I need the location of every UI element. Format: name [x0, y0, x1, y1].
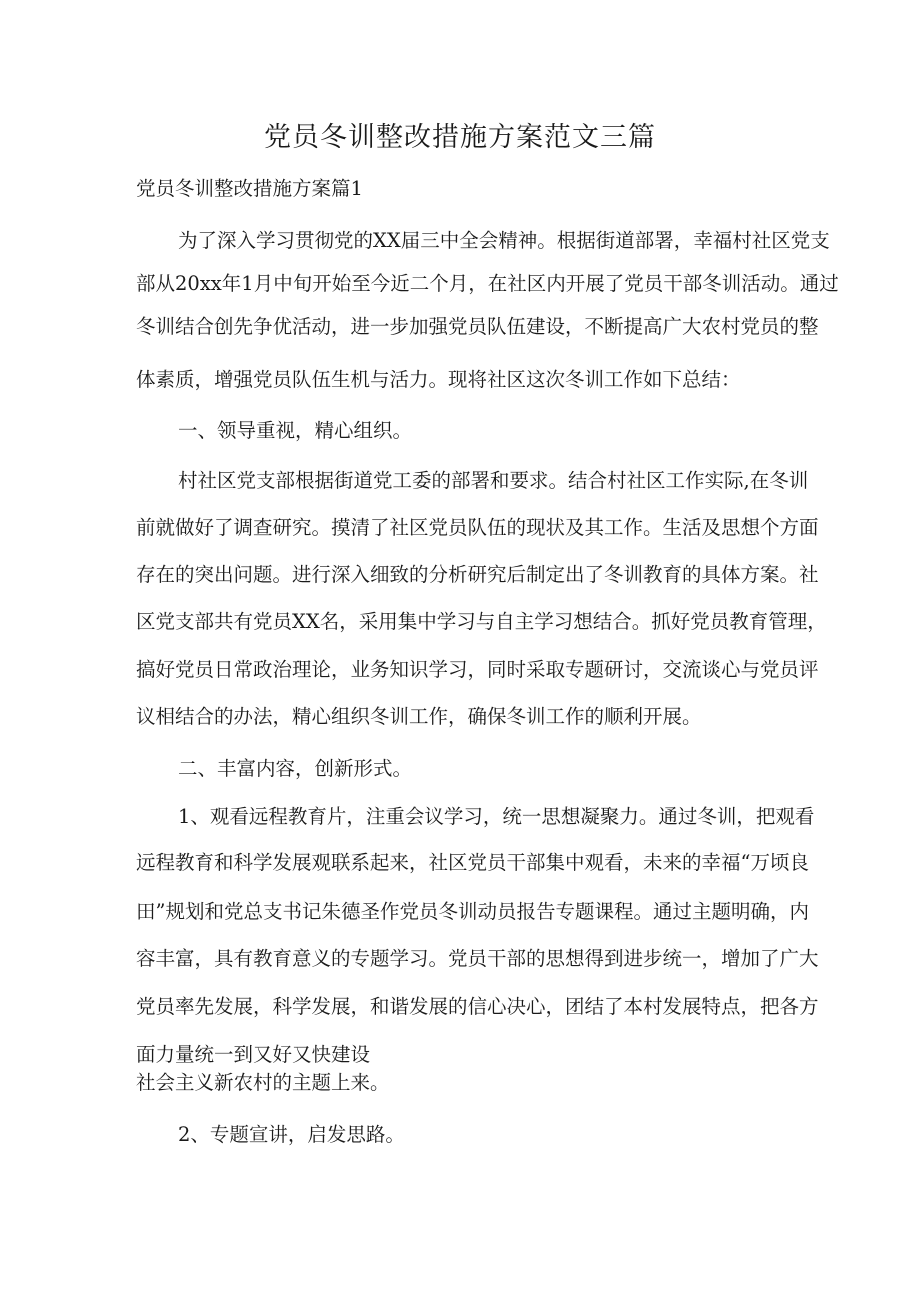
- section-heading: 党员冬训整改措施方案篇1: [136, 177, 363, 200]
- document-title: 党员冬训整改措施方案范文三篇: [264, 122, 656, 153]
- paragraph-line: 区党支部共有党员XX名，采用集中学习与自主学习想结合。抓好党员教育管理，: [136, 610, 827, 633]
- paragraph-line: 体素质，增强党员队伍生机与活力。现将社区这次冬训工作如下总结：: [136, 368, 741, 391]
- subheading-2: 二、丰富内容，创新形式。: [178, 757, 413, 780]
- paragraph-line: 议相结合的办法，精心组织冬训工作，确保冬训工作的顺利开展。: [136, 705, 702, 728]
- paragraph-line: 社会主义新农村的主题上来。: [136, 1071, 390, 1094]
- paragraph-line: 存在的突出问题。进行深入细致的分析研究后制定出了冬训教育的具体方案。社: [136, 563, 819, 586]
- subheading-3: 2、专题宣讲，启发思路。: [178, 1123, 405, 1146]
- subheading-1: 一、领导重视，精心组织。: [178, 419, 413, 442]
- paragraph-line: 党员率先发展，科学发展，和谐发展的信心决心，团结了本村发展特点，把各方: [136, 995, 819, 1018]
- paragraph-line: 容丰富，具有教育意义的专题学习。党员干部的思想得到进步统一，增加了广大: [136, 947, 819, 970]
- paragraph-line: 部从20xx年1月中旬开始至今近二个月，在社区内开展了党员干部冬训活动。通过: [136, 272, 839, 295]
- paragraph-line: 面力量统一到又好又快建设: [136, 1043, 371, 1066]
- paragraph-line: 冬训结合创先争优活动，进一步加强党员队伍建设，不断提高广大农村党员的整: [136, 315, 819, 338]
- paragraph-line: 1、观看远程教育片，注重会议学习，统一思想凝聚力。通过冬训，把观看: [178, 805, 815, 828]
- paragraph-line: 为了深入学习贯彻党的XX届三中全会精神。根据街道部署，幸福村社区党支: [178, 229, 830, 252]
- paragraph-line: 搞好党员日常政治理论，业务知识学习，同时采取专题研讨，交流谈心与党员评: [136, 658, 819, 681]
- paragraph-line: 村社区党支部根据街道党工委的部署和要求。结合村社区工作实际,在冬训: [178, 469, 809, 492]
- paragraph-line: 远程教育和科学发展观联系起来，社区党员干部集中观看，未来的幸福“万顷良: [136, 851, 809, 874]
- paragraph-line: 前就做好了调查研究。摸清了社区党员队伍的现状及其工作。生活及思想个方面: [136, 516, 819, 539]
- paragraph-line: 田”规划和党总支书记朱德圣作党员冬训动员报告专题课程。通过主题明确，内: [136, 900, 809, 923]
